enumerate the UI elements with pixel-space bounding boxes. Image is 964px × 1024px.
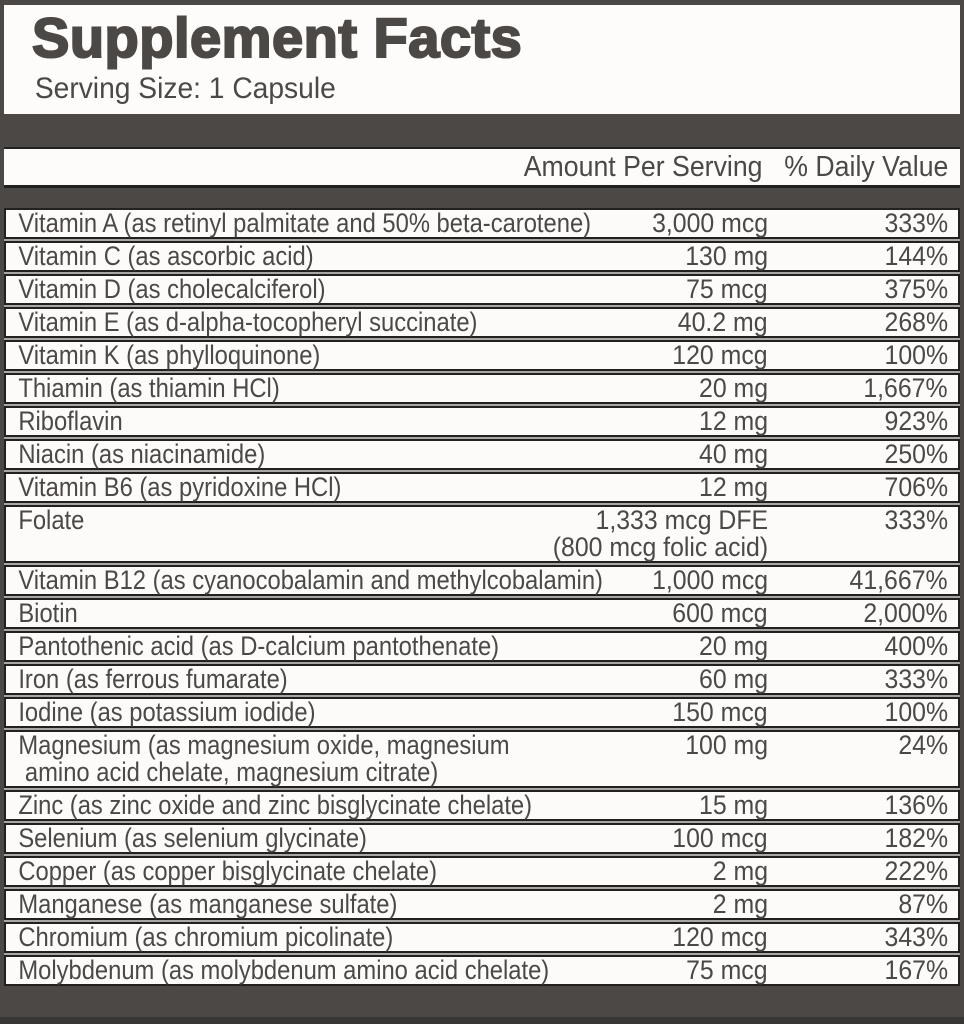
nutrient-amount: 130 mg	[685, 241, 768, 271]
nutrient-name: Vitamin B6 (as pyridoxine HCl)	[18, 472, 342, 502]
nutrient-amount: 75 mcg	[686, 955, 768, 985]
nutrient-name-line2: amino acid chelate, magnesium citrate)	[18, 757, 439, 787]
table-row	[4, 340, 960, 371]
table-row	[4, 922, 960, 953]
nutrient-daily-value: 706%	[884, 472, 948, 502]
nutrient-amount: 12 mg	[698, 406, 768, 436]
nutrient-name: Niacin (as niacinamide)	[18, 439, 266, 469]
nutrient-amount: 3,000 mcg	[652, 208, 768, 238]
nutrient-daily-value: 182%	[884, 823, 948, 853]
nutrient-amount: 20 mg	[698, 373, 768, 403]
nutrient-amount: 120 mcg	[672, 340, 768, 370]
bottom-border	[0, 1017, 964, 1024]
nutrient-daily-value: 1,667%	[863, 373, 948, 403]
table-row	[4, 823, 960, 854]
nutrient-amount: 15 mg	[698, 790, 768, 820]
table-row	[4, 505, 960, 563]
nutrient-amount: 2 mg	[712, 856, 768, 886]
nutrient-amount: 150 mcg	[672, 697, 768, 727]
nutrient-daily-value: 24%	[898, 730, 948, 760]
nutrient-name: Vitamin C (as ascorbic acid)	[18, 241, 314, 271]
nutrient-amount: 12 mg	[698, 472, 768, 502]
nutrient-name: Chromium (as chromium picolinate)	[18, 922, 394, 952]
nutrient-daily-value: 333%	[884, 505, 948, 535]
header-panel	[4, 5, 960, 114]
nutrient-amount-line2: (800 mcg folic acid)	[552, 532, 768, 562]
column-amount-per-serving: Amount Per Serving	[524, 151, 763, 183]
divider-band-mid	[0, 188, 964, 208]
table-row	[4, 697, 960, 728]
table-row	[4, 598, 960, 629]
table-row	[4, 631, 960, 662]
table-row	[4, 889, 960, 920]
table-row	[4, 472, 960, 503]
nutrient-name: Selenium (as selenium glycinate)	[18, 823, 367, 853]
nutrient-daily-value: 222%	[884, 856, 948, 886]
nutrient-name: Vitamin E (as d-alpha-tocopheryl succinate)	[18, 307, 478, 337]
table-row	[4, 790, 960, 821]
nutrient-daily-value: 923%	[884, 406, 948, 436]
table-row	[4, 439, 960, 470]
nutrient-amount: 75 mcg	[686, 274, 768, 304]
nutrient-daily-value: 41,667%	[849, 565, 948, 595]
nutrient-name: Thiamin (as thiamin HCl)	[18, 373, 280, 403]
nutrient-name: Riboflavin	[18, 406, 123, 436]
nutrient-daily-value: 87%	[898, 889, 948, 919]
nutrient-amount: 100 mcg	[672, 823, 768, 853]
nutrient-amount: 100 mg	[685, 730, 768, 760]
nutrient-daily-value: 343%	[884, 922, 948, 952]
nutrient-amount: 1,333 mcg DFE (800 mcg folic acid)	[552, 505, 768, 562]
nutrient-name: Pantothenic acid (as D-calcium pantothenate)	[18, 631, 500, 661]
nutrient-name: Iodine (as potassium iodide)	[18, 697, 316, 727]
nutrient-amount: 600 mcg	[672, 598, 768, 628]
nutrient-daily-value: 375%	[884, 274, 948, 304]
nutrient-amount: 1,000 mcg	[652, 565, 768, 595]
nutrient-name: Folate	[18, 505, 85, 535]
table-row	[4, 406, 960, 437]
table-row	[4, 307, 960, 338]
nutrient-daily-value: 333%	[884, 208, 948, 238]
nutrient-name: Copper (as copper bisglycinate chelate)	[18, 856, 437, 886]
column-daily-value: % Daily Value	[783, 151, 948, 183]
table-row	[4, 373, 960, 404]
nutrient-name: Magnesium (as magnesium oxide, magnesium amino acid chelate, magnesium citrate)	[6, 732, 844, 786]
column-header-row	[4, 147, 960, 188]
table-row	[4, 730, 960, 788]
nutrient-amount: 120 mcg	[672, 922, 768, 952]
table-row	[4, 664, 960, 695]
nutrient-daily-value: 144%	[884, 241, 948, 271]
nutrient-name: Vitamin A (as retinyl palmitate and 50% beta-carotene)	[18, 208, 592, 238]
nutrient-amount: 60 mg	[698, 664, 768, 694]
divider-band-top	[0, 114, 964, 147]
nutrient-amount: 2 mg	[712, 889, 768, 919]
table-row	[4, 565, 960, 596]
table-row	[4, 856, 960, 887]
nutrient-daily-value: 2,000%	[863, 598, 948, 628]
nutrient-name: Vitamin K (as phylloquinone)	[18, 340, 321, 370]
nutrient-daily-value: 100%	[884, 697, 948, 727]
nutrient-name: Iron (as ferrous fumarate)	[18, 664, 288, 694]
nutrient-name: Vitamin D (as cholecalciferol)	[18, 274, 326, 304]
table-row	[4, 241, 960, 272]
nutrient-name: Zinc (as zinc oxide and zinc bisglycinate chelate)	[18, 790, 533, 820]
table-row	[4, 955, 960, 986]
nutrient-daily-value: 250%	[884, 439, 948, 469]
nutrient-name: Molybdenum (as molybdenum amino acid chelate)	[18, 955, 550, 985]
label-title: Supplement Facts	[32, 6, 523, 69]
nutrient-daily-value: 136%	[884, 790, 948, 820]
nutrient-table	[4, 208, 960, 986]
table-row	[4, 208, 960, 239]
table-row	[4, 274, 960, 305]
nutrient-daily-value: 100%	[884, 340, 948, 370]
nutrient-amount: 40 mg	[698, 439, 768, 469]
serving-size: Serving Size: 1 Capsule	[34, 72, 336, 105]
nutrient-daily-value: 268%	[884, 307, 948, 337]
nutrient-daily-value: 167%	[884, 955, 948, 985]
nutrient-daily-value: 400%	[884, 631, 948, 661]
nutrient-amount: 20 mg	[698, 631, 768, 661]
nutrient-name: Biotin	[18, 598, 78, 628]
nutrient-name: Manganese (as manganese sulfate)	[18, 889, 398, 919]
nutrient-name: Vitamin B12 (as cyanocobalamin and methylcobalamin)	[18, 565, 603, 595]
nutrient-daily-value: 333%	[884, 664, 948, 694]
nutrient-amount: 40.2 mg	[678, 307, 768, 337]
